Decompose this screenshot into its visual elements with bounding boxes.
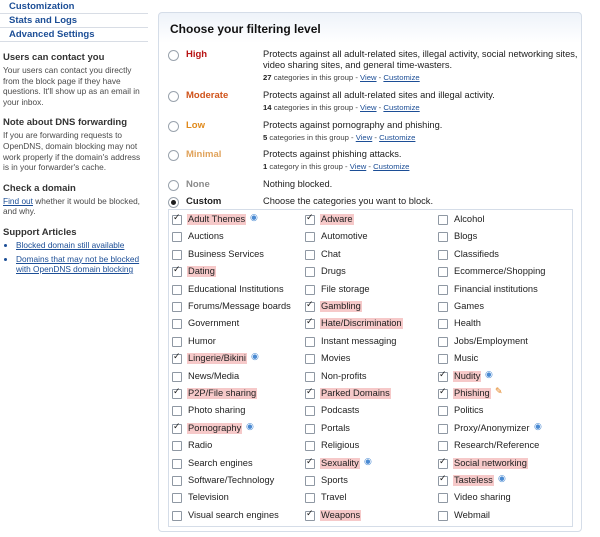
support-articles-list (0, 240, 148, 275)
check-domain-title: Check a domain (3, 182, 76, 194)
checkbox-educational-institutions[interactable] (172, 285, 182, 295)
level-desc-low (263, 120, 583, 143)
category-label: Classifieds (454, 248, 499, 259)
category-label: Business Services (188, 248, 264, 259)
checkbox-financial-institutions[interactable] (438, 285, 448, 295)
checkbox-software-technology[interactable] (172, 476, 182, 486)
checkbox-ecommerce-shopping[interactable] (438, 267, 448, 277)
category-label: Portals (321, 422, 350, 433)
find-out-link[interactable]: Find out (3, 195, 33, 206)
level-name-high: High (186, 49, 208, 60)
category-label: Government (188, 318, 240, 329)
category-label: Hate/Discrimination (321, 318, 402, 329)
checkbox-classifieds[interactable] (438, 250, 448, 260)
category-label: Webmail (454, 509, 490, 520)
check-domain-desc: whether it would be blocked, and why. (3, 195, 140, 217)
checkbox-auctions[interactable] (172, 232, 182, 242)
info-icon[interactable]: ◉ (498, 474, 506, 484)
checkbox-social-networking[interactable] (438, 459, 448, 469)
checkbox-lingerie-bikini[interactable] (172, 354, 182, 364)
support-article-item (16, 254, 148, 275)
checkbox-pornography[interactable] (172, 424, 182, 434)
checkbox-blogs[interactable] (438, 232, 448, 242)
view-link-high[interactable]: View (360, 73, 377, 83)
category-label: Drugs (321, 266, 346, 277)
category-label: Music (454, 353, 479, 364)
category-label: Dating (188, 266, 215, 277)
customize-link-low[interactable]: Customize (379, 133, 416, 143)
level-meta-minimal: 1 category in this group - View - Customize (263, 162, 410, 172)
category-label: Movies (321, 353, 351, 364)
dns-forwarding-title: Note about DNS forwarding (3, 117, 128, 129)
category-label: Nudity (454, 370, 481, 381)
category-label: Politics (454, 405, 484, 416)
checkbox-health[interactable] (438, 319, 448, 329)
panel-title: Choose your filtering level (170, 22, 321, 36)
category-label: Adware (321, 214, 353, 224)
category-label: Tasteless (454, 475, 493, 485)
dns-forwarding-text: If you are forwarding requests to OpenDNS, domain blocking may not work properly if the domain's address is in your forwarder's cache. (3, 130, 141, 173)
category-count-text: categories in this group - (267, 133, 356, 143)
checkbox-portals[interactable] (305, 424, 315, 434)
radio-low[interactable] (168, 121, 179, 132)
level-name-minimal: Minimal (186, 149, 222, 160)
category-count: 5 (263, 133, 268, 143)
checkbox-drugs[interactable] (305, 267, 315, 277)
category-label: Phishing (454, 388, 490, 398)
checkbox-photo-sharing[interactable] (172, 406, 182, 416)
sidebar (0, 0, 148, 278)
category-label: Social networking (454, 457, 527, 468)
users-contact-text: Your users can contact you directly from the block page if they have questions. It'll show up as an email in your inbox. (3, 65, 140, 107)
checkbox-radio[interactable] (172, 441, 182, 451)
level-desc-text: Protects against all adult-related sites and illegal activity. (263, 90, 495, 100)
checkbox-parked-domains[interactable] (305, 389, 315, 399)
category-label: Proxy/Anonymizer (454, 422, 530, 433)
checkbox-visual-search-engines[interactable] (172, 511, 182, 521)
radio-none[interactable] (168, 180, 179, 191)
nav-advanced-settings[interactable]: Advanced Settings (0, 28, 148, 42)
checkbox-p2p-file-sharing[interactable] (172, 389, 182, 399)
checkbox-file-storage[interactable] (305, 285, 315, 295)
level-meta-low: 5 categories in this group - View - Customize (263, 133, 416, 143)
checkbox-webmail[interactable] (438, 511, 448, 521)
level-desc-text: Protects against all adult-related sites, illegal activity, social networking sites, video sharing sites, and general time-wasters. (263, 49, 578, 71)
checkbox-proxy-anonymizer[interactable] (438, 424, 448, 434)
checkbox-search-engines[interactable] (172, 459, 182, 469)
support-article-item (16, 240, 148, 251)
checkbox-travel[interactable] (305, 493, 315, 503)
checkbox-adult-themes[interactable] (172, 215, 182, 225)
info-icon[interactable]: ◉ (485, 369, 493, 380)
category-label: Sports (321, 475, 348, 485)
checkbox-humor[interactable] (172, 337, 182, 347)
info-icon[interactable]: ◉ (534, 421, 542, 432)
category-grid (168, 209, 573, 527)
category-label: Chat (321, 248, 341, 259)
level-desc-text: Protects against phishing attacks. (263, 149, 402, 159)
level-name-none: None (186, 179, 210, 190)
category-count: 14 (263, 103, 272, 113)
category-label: Lingerie/Bikini (188, 353, 246, 364)
category-label: Blogs (454, 231, 478, 242)
level-meta-high: 27 categories in this group - View - Customize (263, 73, 420, 83)
info-icon[interactable]: ◉ (251, 352, 259, 363)
category-label: Software/Technology (188, 475, 275, 485)
category-label: Podcasts (321, 405, 360, 416)
checkbox-hate-discrimination[interactable] (305, 319, 315, 329)
category-label: Non-profits (321, 370, 367, 381)
checkbox-movies[interactable] (305, 354, 315, 364)
phishing-icon[interactable]: ✎ (495, 387, 503, 397)
category-label: Photo sharing (188, 405, 246, 416)
category-label: News/Media (188, 370, 240, 381)
customize-link-high[interactable]: Customize (383, 73, 420, 83)
category-label: Parked Domains (321, 388, 390, 398)
checkbox-sexuality[interactable] (305, 459, 315, 469)
checkbox-dating[interactable] (172, 267, 182, 277)
category-label: Religious (321, 440, 360, 451)
level-desc-none (263, 179, 583, 190)
checkbox-podcasts[interactable] (305, 406, 315, 416)
category-label: Travel (321, 492, 347, 503)
nav-stats-and-logs[interactable]: Stats and Logs (0, 14, 148, 28)
category-label: Adult Themes (188, 214, 246, 224)
category-label: Weapons (321, 509, 361, 520)
level-name-custom: Custom (186, 196, 222, 207)
category-label: Search engines (188, 457, 253, 468)
customize-link-moderate[interactable]: Customize (383, 103, 420, 113)
users-contact-section (0, 52, 148, 107)
category-count-text: categories in this group - (271, 103, 361, 113)
checkbox-weapons[interactable] (305, 511, 315, 521)
radio-high[interactable] (168, 50, 179, 61)
dns-forwarding-section (0, 117, 148, 172)
checkbox-government[interactable] (172, 319, 182, 329)
checkbox-research-reference[interactable] (438, 441, 448, 451)
category-label: Video sharing (454, 492, 511, 503)
category-label: Financial institutions (454, 283, 538, 294)
checkbox-television[interactable] (172, 493, 182, 503)
checkbox-forums-message-boards[interactable] (172, 302, 182, 312)
category-label: Games (454, 301, 484, 311)
support-articles-section (0, 227, 148, 275)
radio-moderate[interactable] (168, 91, 179, 102)
checkbox-alcohol[interactable] (438, 215, 448, 225)
checkbox-business-services[interactable] (172, 250, 182, 260)
radio-custom[interactable] (168, 197, 179, 208)
category-label: Health (454, 318, 481, 329)
checkbox-politics[interactable] (438, 406, 448, 416)
checkbox-video-sharing[interactable] (438, 493, 448, 503)
checkbox-tasteless[interactable] (438, 476, 448, 486)
level-desc-custom (263, 196, 583, 207)
level-desc-moderate (263, 90, 583, 113)
checkbox-automotive[interactable] (305, 232, 315, 242)
category-label: Research/Reference (454, 440, 540, 451)
category-label: Pornography (188, 422, 242, 433)
radio-minimal[interactable] (168, 150, 179, 161)
category-label: Instant messaging (321, 335, 397, 346)
level-desc-high (263, 49, 583, 84)
category-label: Gambling (321, 301, 361, 311)
level-desc-text: Choose the categories you want to block. (263, 196, 434, 206)
checkbox-jobs-employment[interactable] (438, 337, 448, 347)
checkbox-chat[interactable] (305, 250, 315, 260)
category-label: Forums/Message boards (188, 301, 291, 311)
category-label: Jobs/Employment (454, 335, 528, 346)
category-label: Educational Institutions (188, 283, 284, 294)
category-label: Radio (188, 440, 213, 451)
category-count-text: category in this group - (267, 162, 350, 172)
check-domain-section (0, 183, 148, 217)
category-label: File storage (321, 283, 370, 294)
category-count: 1 (263, 162, 268, 172)
category-count: 27 (263, 73, 272, 83)
checkbox-games[interactable] (438, 302, 448, 312)
category-count-text: categories in this group - (271, 73, 361, 83)
support-articles-title: Support Articles (3, 226, 77, 238)
level-desc-minimal (263, 149, 583, 172)
view-link-low[interactable]: View (355, 133, 373, 143)
category-label: Automotive (321, 231, 368, 242)
checkbox-nudity[interactable] (438, 372, 448, 382)
customize-link-minimal[interactable]: Customize (373, 162, 410, 172)
check-domain-text (3, 196, 143, 217)
checkbox-phishing[interactable] (438, 389, 448, 399)
level-name-moderate: Moderate (186, 90, 229, 101)
info-icon[interactable]: ◉ (246, 421, 254, 432)
category-label: Television (188, 492, 229, 503)
category-label: Humor (188, 335, 216, 346)
info-icon[interactable]: ◉ (364, 456, 372, 467)
view-link-minimal[interactable]: View (349, 162, 367, 172)
category-label: Ecommerce/Shopping (454, 266, 546, 277)
level-desc-text: Protects against pornography and phishing. (263, 120, 443, 130)
support-article-link-blocked-domain[interactable]: Blocked domain still available (16, 239, 125, 250)
checkbox-music[interactable] (438, 354, 448, 364)
category-label: P2P/File sharing (188, 388, 257, 398)
nav-customization[interactable]: Customization (0, 0, 148, 14)
support-article-link-domains-not-blocked[interactable]: Domains that may not be blocked with OpenDNS domain blocking (16, 253, 140, 275)
category-label: Sexuality (321, 457, 359, 468)
checkbox-gambling[interactable] (305, 302, 315, 312)
level-meta-moderate: 14 categories in this group - View - Customize (263, 103, 420, 113)
checkbox-instant-messaging[interactable] (305, 337, 315, 347)
level-name-low: Low (186, 120, 205, 131)
level-desc-text: Nothing blocked. (263, 179, 333, 189)
category-label: Auctions (188, 231, 224, 242)
checkbox-non-profits[interactable] (305, 372, 315, 382)
checkbox-religious[interactable] (305, 441, 315, 451)
category-label: Visual search engines (188, 509, 279, 520)
info-icon[interactable]: ◉ (250, 213, 258, 223)
users-contact-title: Users can contact you (3, 52, 105, 63)
checkbox-adware[interactable] (305, 215, 315, 225)
checkbox-sports[interactable] (305, 476, 315, 486)
checkbox-news-media[interactable] (172, 372, 182, 382)
category-label: Alcohol (454, 214, 485, 224)
view-link-moderate[interactable]: View (360, 103, 377, 113)
